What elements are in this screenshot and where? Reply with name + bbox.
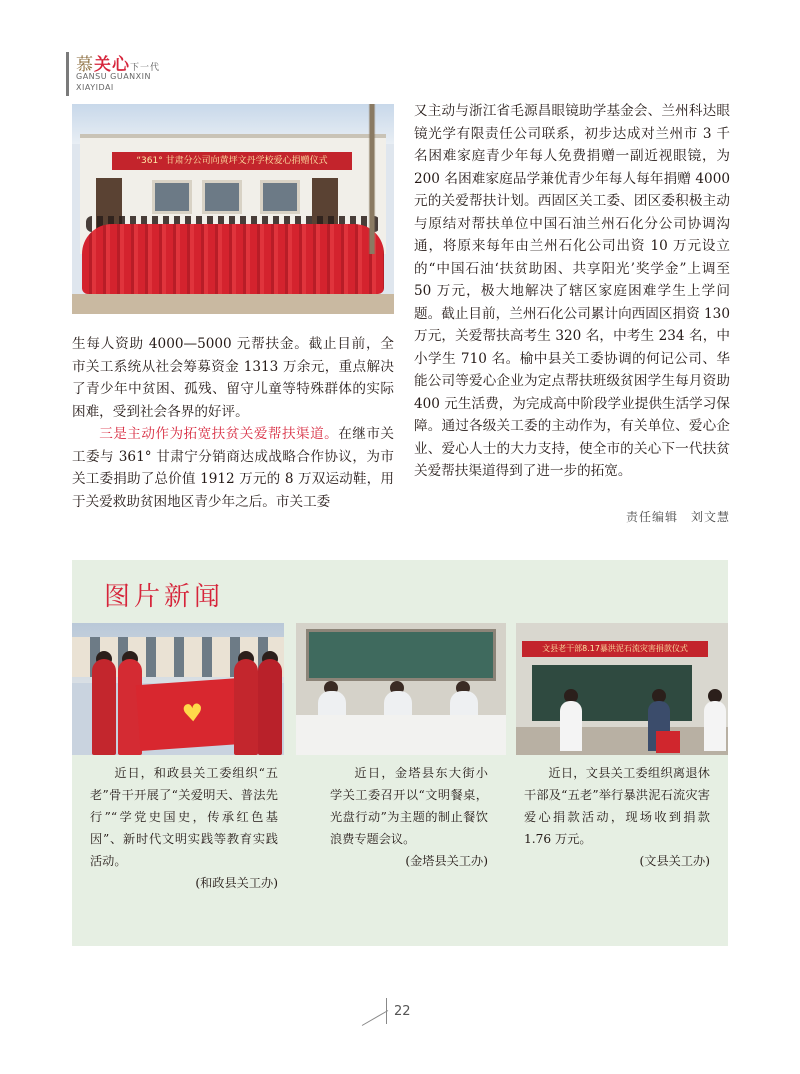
heart-icon: ♥: [180, 698, 205, 729]
news-photo-hezheng: [72, 623, 284, 755]
school-donation-photo: [72, 104, 394, 314]
picture-news-title: 图片新闻: [104, 582, 225, 612]
news-photo-wenxian: [516, 623, 728, 755]
paragraph: 又主动与浙江省毛源昌眼镜助学基金会、兰州科达眼镜光学有限责任公司联系，初步达成对兰州市 3 千名困难家庭青少年每人免费捐赠一副近视眼镜，为 200 名困难家庭品学兼优青少年每人每年捐赠 4000 元的关爱帮扶计划。西固区关工委、团区委积极主动与原结对帮扶单位中国石油兰州石化分公司协调沟通，将原来每年由兰州石化公司出资 10 万元设立的“中国石油‘扶贫助困、共享阳光’奖学金”上调至 50 万元，极大地解决了辖区家庭困难学生上学问题。截止目前，兰州石化公司累计向西固区捐资 130 万元，关爱帮扶高考生 320 名，中考生 234 名，中小学生 710 名。榆中县关工委协调的何记公司、华能公司等爱心企业为定点帮扶班级贫困学生每月资助 400 元生活费，为完成高中阶段学业提供生活学习保障。通过各级关工委的主动作为，有关单位、爱心企业、爱心人士的大力支持，使全市的关心下一代扶贫关爱帮扶渠道得到了进一步的拓宽。: [414, 103, 730, 479]
news-caption-2: 近日，金塔县东大街小学关工委召开以“文明餐桌，光盘行动”为主题的制止餐饮浪费专题会议。 (金塔县关工办): [330, 762, 488, 872]
logo-bar: [66, 52, 69, 96]
ceremony-banner: “361° 甘肃分公司向黄坪文丹学校爱心捐赠仪式: [112, 152, 352, 170]
meeting-board: [306, 629, 496, 681]
student-crowd: [82, 224, 384, 294]
responsible-editor: 责任编辑 刘文慧: [625, 510, 730, 524]
news-source: (和政县关工办): [195, 876, 278, 890]
news-source: (金塔县关工办): [405, 854, 488, 868]
news-caption-1: 近日，和政县关工委组织“五老”骨干开展了“关爱明天、普法先行”“学党史国史，传承红色基因”、新时代文明实践等教育实践活动。 (和政县关工办): [90, 762, 278, 894]
highlighted-heading: 三是主动作为拓宽扶贫关爱帮扶渠道。: [99, 426, 339, 442]
page-number: 22: [394, 1004, 411, 1019]
news-photo-jinta: [296, 623, 506, 755]
donation-banner: 文县老干部8.17暴洪泥石流灾害捐款仪式: [522, 641, 708, 657]
logo-english-line-2: XIAYIDAI: [76, 83, 114, 92]
logo-english-line-1: GANSU GUANXIN: [76, 72, 151, 81]
logo-chinese: 慕关心下一代: [76, 55, 161, 75]
news-source: (文县关工办): [639, 854, 710, 868]
left-column-text: [72, 333, 394, 513]
picture-news-section: [72, 560, 728, 946]
right-column-text: [414, 100, 730, 483]
paragraph: 生每人资助 4000—5000 元帮扶金。截止目前，全市关工系统从社会筹募资金 1313 万余元，重点解决了青少年中贫困、孤残、留守儿童等特殊群体的实际困难，受到社会各界的好评。: [72, 336, 394, 420]
news-caption-3: 近日，文县关工委组织离退休干部及“五老”举行暴洪泥石流灾害爱心捐款活动，现场收到捐款 1.76 万元。 (文县关工办): [524, 762, 710, 872]
donation-box: [656, 731, 680, 753]
paragraph: 三是主动作为拓宽扶贫关爱帮扶渠道。在继市关工委与 361° 甘肃宁分销商达成战略合作协议，为市关工委捐助了总价值 1912 万元的 8 万双运动鞋，用于关爱救助贫困地区青少年之后。市关工委: [72, 426, 395, 510]
magazine-logo: [66, 50, 176, 100]
footer-divider-diagonal: [362, 1010, 388, 1026]
